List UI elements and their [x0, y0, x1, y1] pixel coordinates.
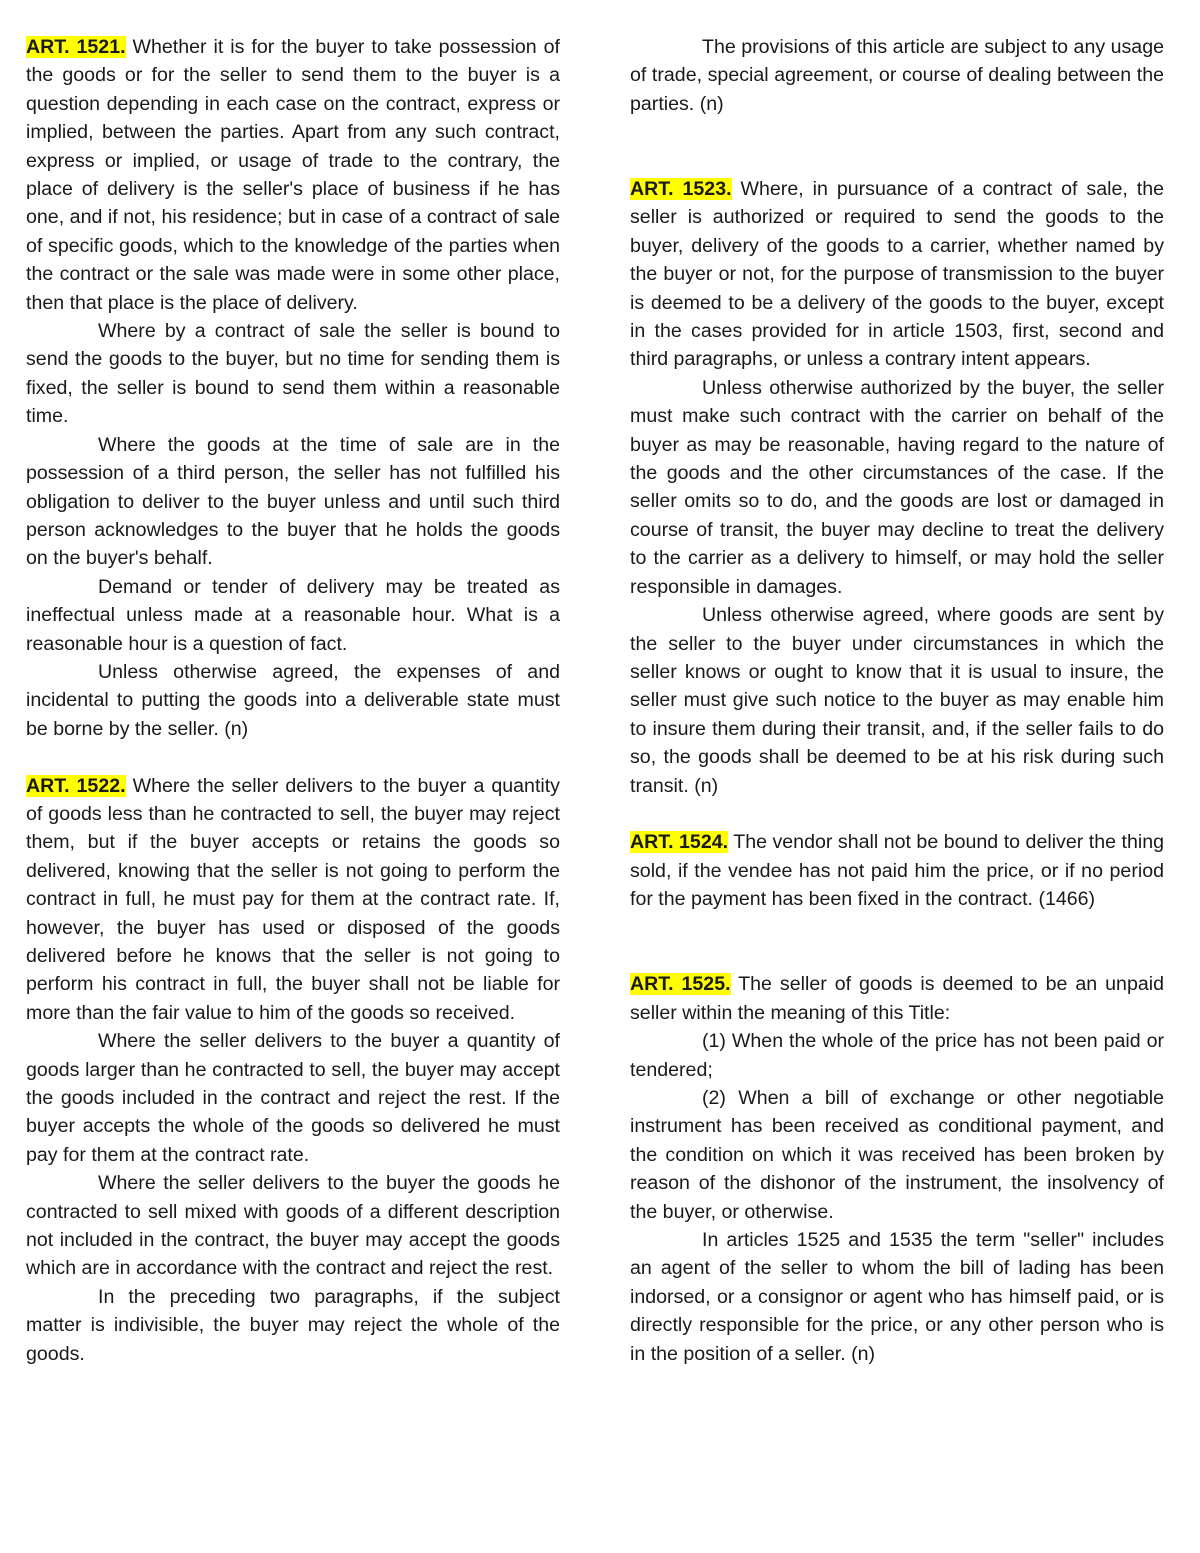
art-1524-text: The vendor shall not be bound to deliver the thing sold, if the vendee has not paid him the price, or if no period for the payment has been fixed in the contract. (1466)	[630, 831, 1164, 911]
art-1522-paragraph	[26, 772, 560, 1028]
art-1524-paragraph	[630, 828, 1164, 913]
left-column	[26, 33, 560, 1368]
art-1523-p3: Unless otherwise agreed, where goods are sent by the seller to the buyer under circumstances in which the seller knows or ought to know that it is usual to insure, the seller must give such notice to the buyer as may enable him to insure them during their transit, and, if the seller fails to do so, the goods shall be deemed to be at his risk during such transit. (n)	[630, 604, 1164, 797]
art-1523-text: Where, in pursuance of a contract of sale, the seller is authorized or required to send the goods to the buyer, delivery of the goods to a carrier, whether named by the buyer or not, for the purpose of transmission to the buyer is deemed to be a delivery of the goods to the buyer, except in the cases provided for in article 1503, first, second and third paragraphs, or unless a contrary intent appears.	[630, 178, 1164, 371]
art-1521-p3: Where the goods at the time of sale are in the possession of a third person, the seller has not fulfilled his obligation to deliver to the buyer unless and until such third person acknowledges to the buyer that he holds the goods on the buyer's behalf.	[26, 433, 560, 570]
art-1523-paragraph	[630, 175, 1164, 374]
spacer	[630, 118, 1164, 175]
art-1521-label: ART. 1521.	[26, 36, 126, 58]
art-1523-label: ART. 1523.	[630, 178, 732, 201]
art-1521-paragraph	[26, 33, 560, 317]
art-1521-text: Whether it is for the buyer to take possession of the goods or for the seller to send them to the buyer is a question depending in each case on the contract, express or implied, between the parties. Apart from any such contract, express or implied, or usage of trade to the contrary, the place of delivery is the seller's place of business if he has one, and if not, his residence; but in case of a contract of sale of specific goods, which to the knowledge of the parties when the contract or the sale was made were in some other place, then that place is the place of delivery.	[26, 36, 560, 314]
spacer	[630, 914, 1164, 971]
art-1525-p4: In articles 1525 and 1535 the term "seller" includes an agent of the seller to whom the bill of lading has been indorsed, or a consignor or agent who has himself paid, or is directly responsible for the price, or any other person who is in the position of a seller. (n)	[630, 1229, 1164, 1365]
right-column	[630, 33, 1164, 1368]
art-1523-p2: Unless otherwise authorized by the buyer, the seller must make such contract with the carrier on behalf of the buyer as may be reasonable, having regard to the nature of the goods and the other circumstances of the case. If the seller omits so to do, and the goods are lost or damaged in course of transit, the buyer may decline to treat the delivery to the carrier as a delivery to himself, or may hold the seller responsible in damages.	[630, 376, 1164, 598]
art-1521-p4: Demand or tender of delivery may be treated as ineffectual unless made at a reasonable hour. What is a reasonable hour is a question of fact.	[26, 575, 560, 655]
art-1525-text: The seller of goods is deemed to be an unpaid seller within the meaning of this Title:	[630, 973, 1164, 1024]
spacer	[26, 743, 560, 771]
art-1525-paragraph	[630, 970, 1164, 1027]
art-1524-label: ART. 1524.	[630, 831, 729, 854]
art-1522-p4: In the preceding two paragraphs, if the subject matter is indivisible, the buyer may reject the whole of the goods.	[26, 1285, 560, 1365]
art-1522-label: ART. 1522.	[26, 774, 126, 797]
art-1522-p2: Where the seller delivers to the buyer a quantity of goods larger than he contracted to sell, the buyer may accept the goods included in the contract and reject the rest. If the buyer accepts the whole of the goods so delivered he must pay for them at the contract rate.	[26, 1030, 560, 1166]
art-1525-label: ART. 1525.	[630, 973, 731, 996]
art-1522-p3: Where the seller delivers to the buyer the goods he contracted to sell mixed with goods of a different description not included in the contract, the buyer may accept the goods which are in accordance with the contract and reject the rest.	[26, 1172, 560, 1280]
art-1522-p5: The provisions of this article are subject to any usage of trade, special agreement, or course of dealing between the parties. (n)	[630, 36, 1164, 115]
art-1521-p5: Unless otherwise agreed, the expenses of and incidental to putting the goods into a deliverable state must be borne by the seller. (n)	[26, 660, 560, 740]
art-1525-p2: (1) When the whole of the price has not been paid or tendered;	[630, 1030, 1164, 1081]
art-1525-p3: (2) When a bill of exchange or other negotiable instrument has been received as conditional payment, and the condition on which it was received has been broken by reason of the dishonor of the instrument, the insolvency of the buyer, or otherwise.	[630, 1086, 1164, 1223]
art-1522-text: Where the seller delivers to the buyer a quantity of goods less than he contracted to sell, the buyer may reject them, but if the buyer accepts or retains the goods so delivered, knowing that the seller is not going to perform the contract in full, he must pay for them at the contract rate. If, however, the buyer has used or disposed of the goods delivered before he knows that the seller is not going to perform his contract in full, the buyer shall not be liable for more than the fair value to him of the goods so received.	[26, 774, 560, 1024]
art-1521-p2: Where by a contract of sale the seller is bound to send the goods to the buyer, but no time for sending them is fixed, the seller is bound to send them within a reasonable time.	[26, 320, 560, 428]
spacer	[630, 800, 1164, 828]
